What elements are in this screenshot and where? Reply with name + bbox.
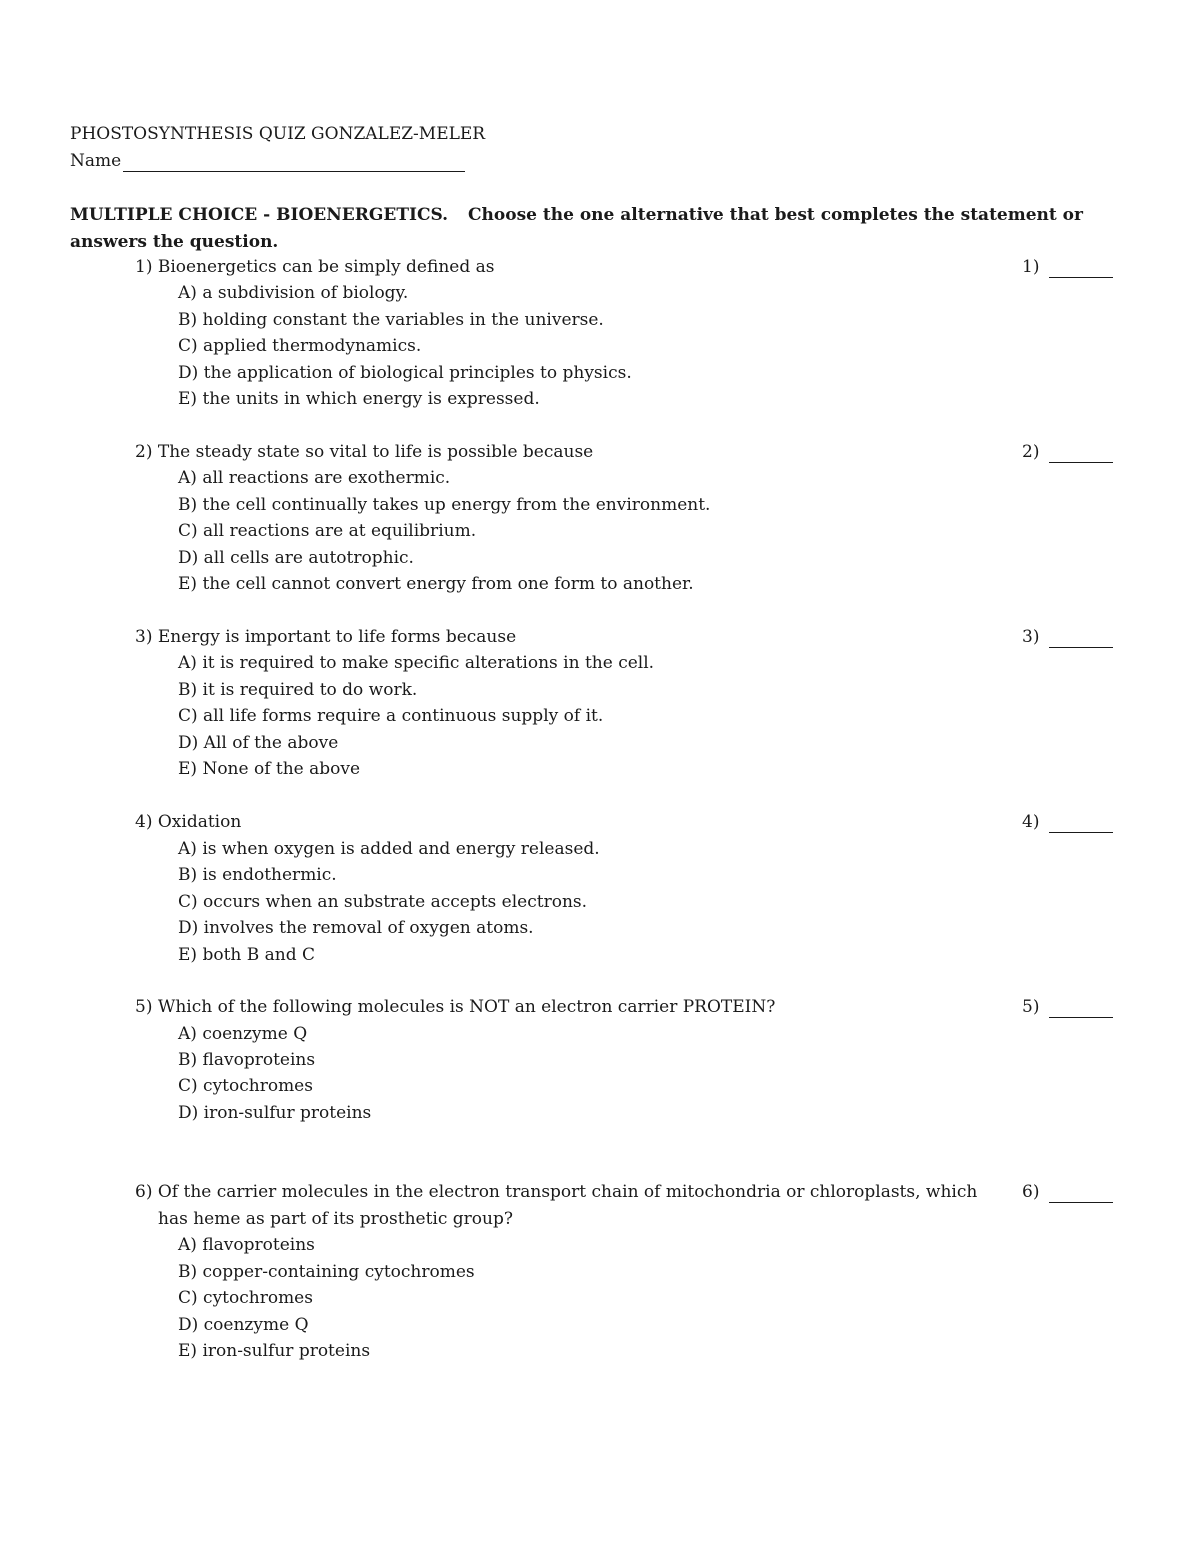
option: C) applied thermodynamics.: [178, 336, 422, 356]
instructions: [70, 202, 1130, 256]
answer-label: 1): [1022, 257, 1040, 277]
option: B) holding constant the variables in the universe.: [178, 310, 604, 330]
option: C) cytochromes: [178, 1288, 313, 1308]
option: C) occurs when an substrate accepts electrons.: [178, 892, 588, 912]
question-4: [135, 811, 241, 833]
option: C) all life forms require a continuous supply of it.: [178, 706, 604, 726]
question-text: The steady state so vital to life is possible because: [157, 442, 594, 462]
option: D) iron-sulfur proteins: [178, 1103, 372, 1123]
answer-line[interactable]: [1049, 446, 1113, 463]
option: D) coenzyme Q: [178, 1315, 309, 1335]
question-text: Oxidation: [157, 812, 242, 832]
option: E) both B and C: [178, 945, 316, 965]
option: D) all cells are autotrophic.: [178, 548, 414, 568]
question-2: [135, 441, 593, 463]
answer-blank-2[interactable]: [1022, 441, 1113, 463]
question-3: [135, 626, 516, 648]
option: A) flavoproteins: [178, 1235, 315, 1255]
option: B) flavoproteins: [178, 1050, 316, 1070]
option: B) it is required to do work.: [178, 680, 418, 700]
option: A) it is required to make specific alterations in the cell.: [178, 653, 655, 673]
option: E) None of the above: [178, 759, 361, 779]
quiz-title: PHOSTOSYNTHESIS QUIZ GONZALEZ-MELER: [70, 124, 486, 144]
option: E) the units in which energy is expressed.: [178, 389, 540, 409]
option: C) cytochromes: [178, 1076, 313, 1096]
option: A) coenzyme Q: [178, 1024, 308, 1044]
option: D) involves the removal of oxygen atoms.: [178, 918, 534, 938]
option: E) iron-sulfur proteins: [178, 1341, 371, 1361]
answer-blank-6[interactable]: [1022, 1181, 1113, 1203]
answer-line[interactable]: [1049, 1001, 1113, 1018]
answer-line[interactable]: [1049, 261, 1113, 278]
answer-label: 4): [1022, 812, 1040, 832]
question-number: 2): [135, 442, 153, 462]
name-field[interactable]: [70, 150, 465, 172]
option: B) the cell continually takes up energy from the environment.: [178, 495, 711, 515]
question-6: [135, 1181, 977, 1203]
question-1: [135, 256, 494, 278]
answer-label: 5): [1022, 997, 1040, 1017]
option: C) all reactions are at equilibrium.: [178, 521, 477, 541]
answer-line[interactable]: [1049, 816, 1113, 833]
question-number: 3): [135, 627, 153, 647]
answer-label: 3): [1022, 627, 1040, 647]
answer-blank-1[interactable]: [1022, 256, 1113, 278]
option: A) all reactions are exothermic.: [178, 468, 451, 488]
answer-blank-3[interactable]: [1022, 626, 1113, 648]
question-number: 4): [135, 812, 153, 832]
question-number: 5): [135, 997, 153, 1017]
question-6-continuation: [135, 1208, 513, 1230]
answer-line[interactable]: [1049, 1186, 1113, 1203]
name-label: Name: [70, 151, 122, 171]
option: A) is when oxygen is added and energy released.: [178, 839, 600, 859]
answer-blank-5[interactable]: [1022, 996, 1113, 1018]
option: B) is endothermic.: [178, 865, 337, 885]
answer-label: 2): [1022, 442, 1040, 462]
instructions-text: Choose the one alternative that best completes the statement or answers the question.: [70, 205, 1083, 252]
answer-blank-4[interactable]: [1022, 811, 1113, 833]
question-text: Energy is important to life forms because: [157, 627, 517, 647]
answer-label: 6): [1022, 1182, 1040, 1202]
option: D) All of the above: [178, 733, 339, 753]
option: B) copper-containing cytochromes: [178, 1262, 475, 1282]
option: E) the cell cannot convert energy from one form to another.: [178, 574, 694, 594]
question-5: [135, 996, 775, 1018]
option: D) the application of biological principles to physics.: [178, 363, 632, 383]
section-heading: MULTIPLE CHOICE - BIOENERGETICS.: [70, 205, 449, 225]
question-text: Of the carrier molecules in the electron transport chain of mitochondria or chloroplasts, which: [157, 1182, 978, 1202]
option: A) a subdivision of biology.: [178, 283, 409, 303]
answer-line[interactable]: [1049, 631, 1113, 648]
question-number: 1): [135, 257, 153, 277]
question-text-continued: has heme as part of its prosthetic group?: [158, 1209, 513, 1229]
question-text: Bioenergetics can be simply defined as: [157, 257, 495, 277]
question-number: 6): [135, 1182, 153, 1202]
question-text: Which of the following molecules is NOT an electron carrier PROTEIN?: [157, 997, 776, 1017]
name-underline[interactable]: [123, 153, 465, 172]
